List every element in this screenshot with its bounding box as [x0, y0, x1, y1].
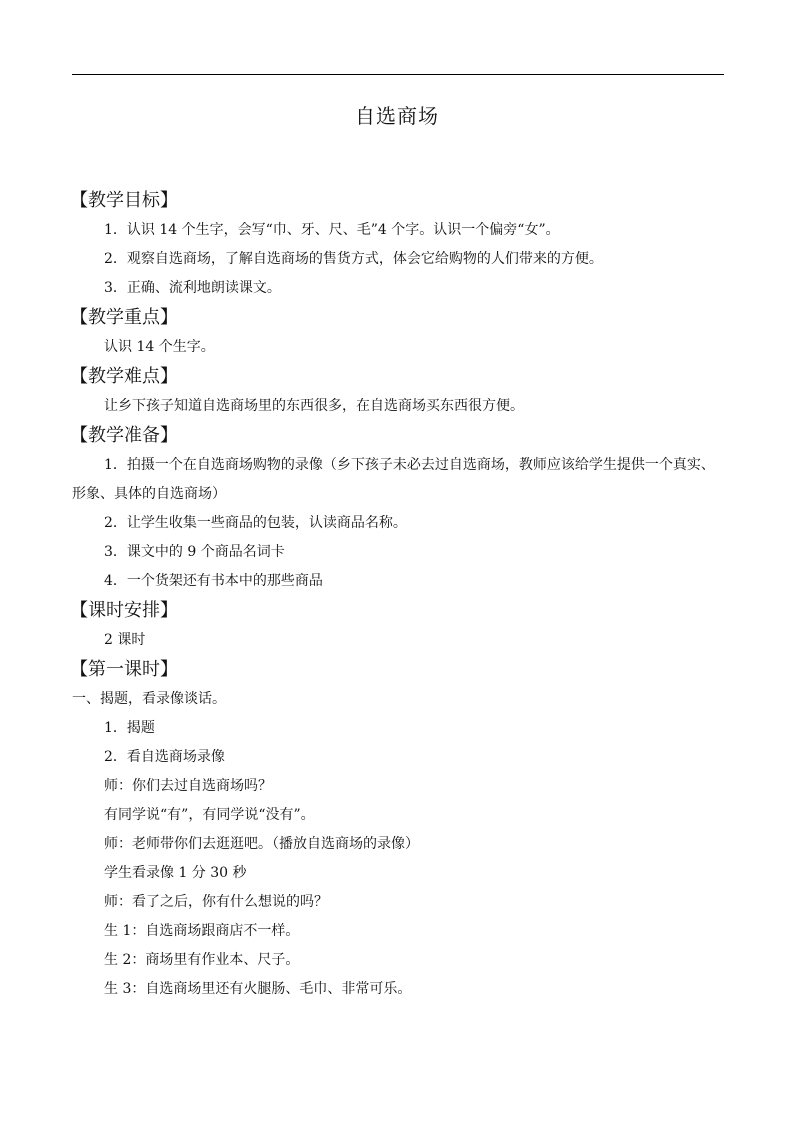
goal-item: 1．认识 14 个生字，会写“巾、牙、尺、毛”4 个字。认识一个偏旁“女”。 [104, 222, 560, 238]
section-heading-goals: 【教学目标】 [70, 190, 178, 211]
lesson-line: 师：看了之后，你有什么想说的吗？ [104, 894, 328, 910]
section-heading-focus: 【教学重点】 [70, 307, 178, 328]
section-heading-preparation: 【教学准备】 [70, 425, 178, 446]
schedule-item: 2 课时 [104, 632, 146, 648]
lesson-line: 1．揭题 [104, 720, 155, 736]
page-title: 自选商场 [355, 104, 439, 128]
lesson-step-heading: 一、揭题，看录像谈话。 [72, 691, 226, 707]
goal-item: 3．正确、流利地朗读课文。 [104, 280, 281, 296]
preparation-item: 2．让学生收集一些商品的包装，认读商品名称。 [104, 515, 407, 531]
preparation-item: 3．课文中的 9 个商品名词卡 [104, 544, 285, 560]
difficulty-item: 让乡下孩子知道自选商场里的东西很多，在自选商场买东西很方便。 [104, 398, 524, 414]
preparation-item: 4．一个货架还有书本中的那些商品 [104, 573, 323, 589]
lesson-line: 生 2：商场里有作业本、尺子。 [104, 952, 300, 968]
section-heading-schedule: 【课时安排】 [70, 600, 178, 621]
section-heading-lesson1: 【第一课时】 [70, 659, 178, 680]
lesson-line: 有同学说“有”，有同学说“没有”。 [104, 807, 315, 823]
document-body [72, 186, 724, 1004]
lesson-line: 师：老师带你们去逛逛吧。（播放自选商场的录像） [104, 836, 419, 852]
preparation-item: 1．拍摄一个在自选商场购物的录像（乡下孩子未必去过自选商场，教师应该给学生提供一个真实、形象、具体的自选商场） [72, 457, 715, 502]
lesson-line: 生 3：自选商场里还有火腿肠、毛巾、非常可乐。 [104, 981, 412, 997]
lesson-line: 生 1：自选商场跟商店不一样。 [104, 923, 300, 939]
lesson-line: 师：你们去过自选商场吗？ [104, 778, 272, 794]
focus-item: 认识 14 个生字。 [104, 339, 215, 355]
goal-item: 2．观察自选商场，了解自选商场的售货方式，体会它给购物的人们带来的方便。 [104, 251, 603, 267]
header-rule [72, 74, 724, 75]
lesson-line: 2．看自选商场录像 [104, 749, 225, 765]
section-heading-difficulty: 【教学难点】 [70, 366, 178, 387]
lesson-line: 学生看录像 1 分 30 秒 [104, 865, 247, 881]
